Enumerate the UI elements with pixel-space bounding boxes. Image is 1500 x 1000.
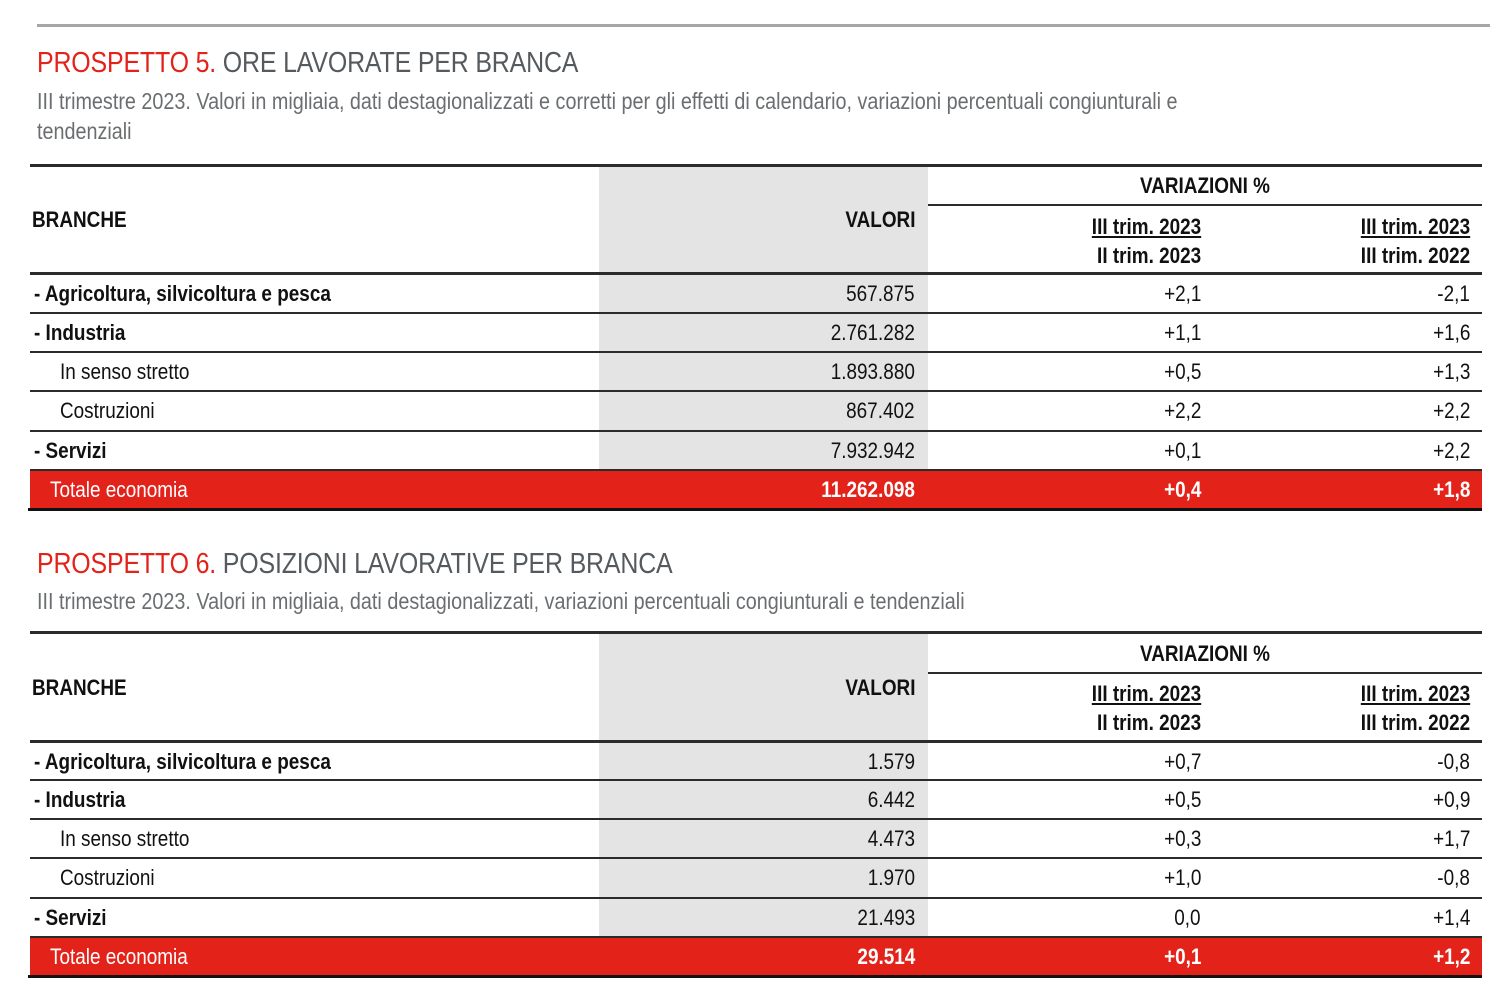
table-bottom-rule [28, 975, 1482, 978]
table-number: PROSPETTO 6. [37, 548, 217, 580]
row-var-tendenziale: +1,7 [1432, 826, 1470, 851]
row-var-tendenziale: +2,2 [1432, 438, 1470, 463]
table-row [30, 859, 1482, 898]
header-col1-top: III trim. 2023 [1091, 214, 1201, 239]
row-var-congiunturale: +0,5 [1163, 359, 1201, 384]
table-number: PROSPETTO 5. [37, 47, 217, 79]
row-var-tendenziale: -0,8 [1437, 749, 1470, 774]
table-row [30, 353, 1482, 392]
table-row [30, 432, 1482, 471]
header-col2-bottom: III trim. 2022 [1360, 710, 1470, 735]
row-label: - Industria [34, 787, 126, 812]
table-row [30, 275, 1482, 314]
table-row [30, 392, 1482, 431]
subtitle-line-1: III trimestre 2023. Valori in migliaia, dati destagionalizzati, variazioni percentuali congiunturali e tendenziali [37, 588, 965, 614]
row-valori: 1.970 [867, 865, 915, 890]
row-valori: 2.761.282 [830, 320, 915, 345]
table-title [37, 548, 672, 581]
header-col2 [1361, 679, 1470, 737]
total-valori: 11.262.098 [821, 477, 915, 502]
variazioni-rule [928, 672, 1482, 674]
subtitle-line-1: III trimestre 2023. Valori in migliaia, dati destagionalizzati e corretti per gli effetti di calendario, variazioni percentuali congiunturali e [37, 88, 1178, 114]
header-branche: BRANCHE [32, 675, 127, 700]
table-bottom-rule [28, 508, 1482, 511]
row-var-tendenziale: +1,4 [1432, 905, 1470, 930]
row-label: - Agricoltura, silvicoltura e pesca [34, 749, 331, 774]
header-col2 [1361, 212, 1470, 270]
table-row [30, 781, 1482, 820]
table-top-rule [30, 164, 1482, 167]
row-var-congiunturale: +1,1 [1163, 320, 1201, 345]
table-row [30, 899, 1482, 938]
total-valori: 29.514 [857, 944, 915, 969]
total-var-tendenziale: +1,8 [1432, 477, 1470, 502]
row-valori: 21.493 [857, 905, 915, 930]
table-title [37, 47, 578, 80]
row-var-congiunturale: +0,1 [1163, 438, 1201, 463]
table-name: ORE LAVORATE PER BRANCA [222, 47, 579, 79]
row-var-congiunturale: +0,3 [1163, 826, 1201, 851]
header-col1-top: III trim. 2023 [1091, 681, 1201, 706]
row-valori: 867.402 [846, 398, 915, 423]
row-var-tendenziale: +0,9 [1432, 787, 1470, 812]
header-col2-top: III trim. 2023 [1360, 214, 1470, 239]
row-var-congiunturale: +0,7 [1163, 749, 1201, 774]
row-label: - Industria [34, 320, 126, 345]
row-valori: 7.932.942 [830, 438, 915, 463]
row-var-congiunturale: 0,0 [1174, 905, 1201, 930]
row-valori: 4.473 [867, 826, 915, 851]
header-variazioni: VARIAZIONI % [1140, 173, 1270, 198]
total-label: Totale economia [50, 477, 188, 502]
header-valori: VALORI [844, 675, 915, 700]
header-col1 [1092, 679, 1201, 737]
row-valori: 1.893.880 [830, 359, 915, 384]
header-col2-bottom: III trim. 2022 [1360, 243, 1470, 268]
row-var-tendenziale: +1,6 [1432, 320, 1470, 345]
row-var-congiunturale: +1,0 [1163, 865, 1201, 890]
row-var-tendenziale: -0,8 [1437, 865, 1470, 890]
table-row [30, 314, 1482, 353]
table-subtitle [37, 86, 1379, 146]
table-name: POSIZIONI LAVORATIVE PER BRANCA [222, 548, 673, 580]
header-col2-top: III trim. 2023 [1360, 681, 1470, 706]
ore-lavorate-table [30, 164, 1482, 511]
subtitle-line-2: tendenziali [37, 118, 132, 144]
total-var-tendenziale: +1,2 [1432, 944, 1470, 969]
row-label: - Agricoltura, silvicoltura e pesca [34, 281, 331, 306]
row-var-congiunturale: +0,5 [1163, 787, 1201, 812]
row-label: - Servizi [34, 905, 107, 930]
top-divider [37, 24, 1490, 27]
header-col1 [1092, 212, 1201, 270]
total-row [30, 471, 1482, 509]
row-valori: 6.442 [867, 787, 915, 812]
row-var-tendenziale: -2,1 [1437, 281, 1470, 306]
total-var-congiunturale: +0,1 [1163, 944, 1201, 969]
row-var-tendenziale: +2,2 [1432, 398, 1470, 423]
row-label: In senso stretto [60, 359, 190, 384]
header-variazioni: VARIAZIONI % [1140, 641, 1270, 666]
row-label: - Servizi [34, 438, 107, 463]
row-var-congiunturale: +2,2 [1163, 398, 1201, 423]
row-var-congiunturale: +2,1 [1163, 281, 1201, 306]
header-col1-bottom: II trim. 2023 [1096, 243, 1201, 268]
row-valori: 567.875 [846, 281, 915, 306]
variazioni-rule [928, 204, 1482, 206]
row-valori: 1.579 [867, 749, 915, 774]
row-label: Costruzioni [60, 398, 155, 423]
total-var-congiunturale: +0,4 [1163, 477, 1201, 502]
total-label: Totale economia [50, 944, 188, 969]
row-label: In senso stretto [60, 826, 190, 851]
header-col1-bottom: II trim. 2023 [1096, 710, 1201, 735]
total-row [30, 938, 1482, 976]
header-branche: BRANCHE [32, 207, 127, 232]
row-var-tendenziale: +1,3 [1432, 359, 1470, 384]
table-row [30, 820, 1482, 859]
table-top-rule [30, 631, 1482, 634]
header-valori: VALORI [844, 207, 915, 232]
table-row [30, 743, 1482, 782]
posizioni-lavorative-table [30, 631, 1482, 978]
table-subtitle [37, 586, 1379, 616]
row-label: Costruzioni [60, 865, 155, 890]
